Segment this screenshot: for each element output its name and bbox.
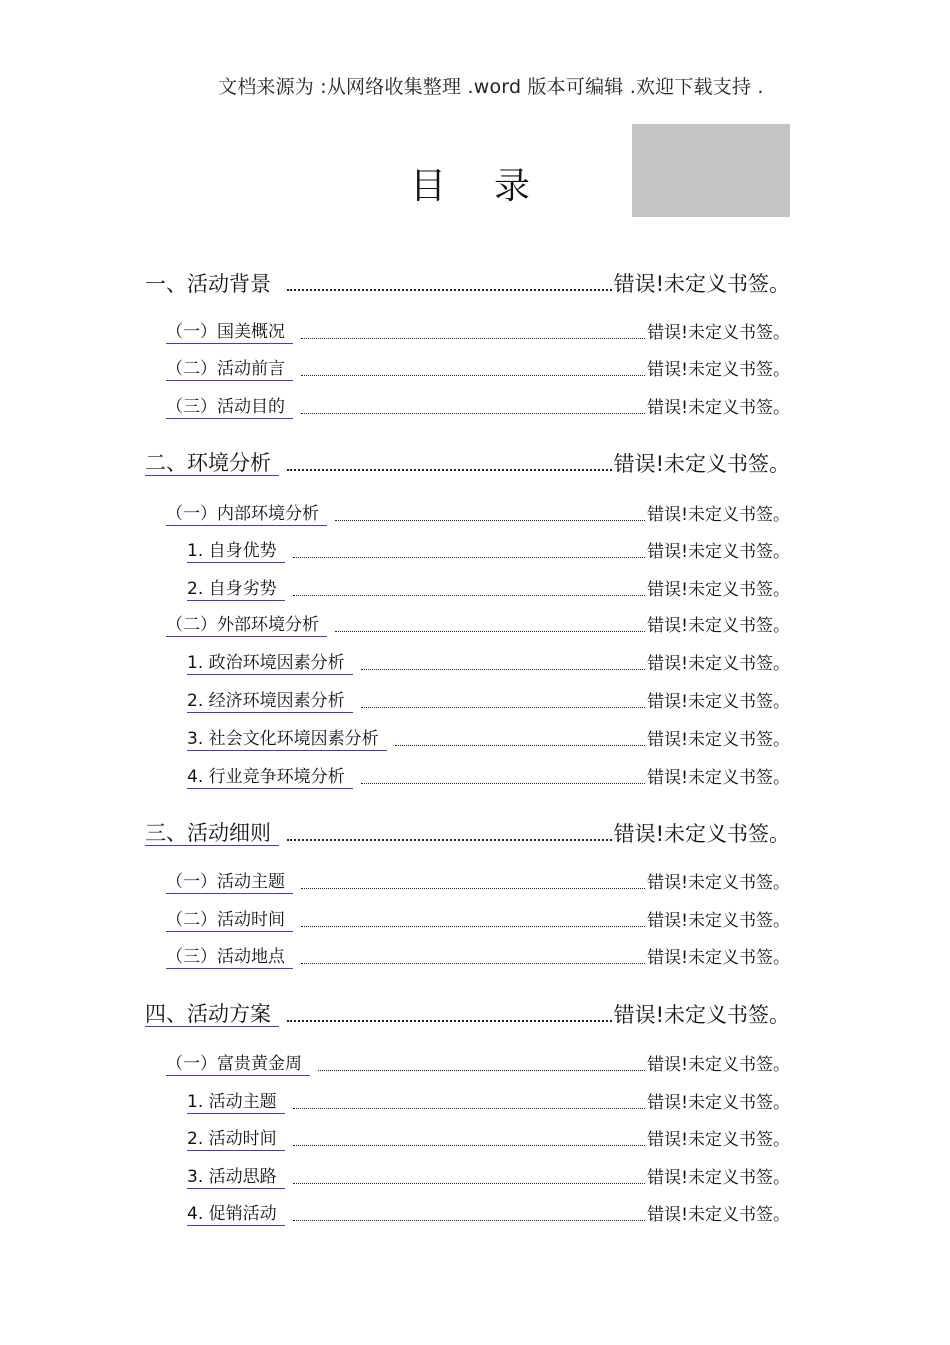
toc-dot-leader: [335, 631, 645, 632]
toc-dot-leader: [293, 557, 646, 558]
toc-entry[interactable]: [145, 268, 790, 296]
toc-entry-page-ref: 错误!未定义书签。: [647, 1205, 790, 1226]
toc-entry-label[interactable]: 4. 行业竞争环境分析: [187, 768, 353, 789]
toc-entry[interactable]: [166, 357, 790, 381]
toc-entry-label[interactable]: 2. 经济环境因素分析: [187, 692, 353, 713]
toc-dot-leader: [293, 1108, 646, 1109]
toc-dot-leader: [287, 1020, 612, 1022]
toc-entry[interactable]: [145, 448, 790, 476]
toc-entry-page-ref: 错误!未定义书签。: [647, 323, 790, 344]
toc-entry-page-ref: 错误!未定义书签。: [647, 360, 790, 381]
toc-dot-leader: [301, 926, 645, 927]
toc-dot-leader: [301, 375, 645, 376]
toc-dot-leader: [301, 888, 645, 889]
toc-entry[interactable]: [166, 613, 790, 637]
toc-dot-leader: [287, 289, 612, 291]
toc-entry-page-ref: 错误!未定义书签。: [647, 616, 790, 637]
toc-entry-label[interactable]: 四、活动方案: [145, 1002, 279, 1027]
header-note: 文档来源为 :从网络收集整理 .word 版本可编辑 .欢迎下载支持 .: [218, 76, 764, 98]
toc-dot-leader: [361, 669, 646, 670]
toc-entry-page-ref: 错误!未定义书签。: [647, 730, 790, 751]
toc-entry[interactable]: [187, 577, 790, 601]
toc-entry-page-ref: 错误!未定义书签。: [647, 1093, 790, 1114]
toc-entry-page-ref: 错误!未定义书签。: [613, 271, 790, 296]
toc-entry-page-ref: 错误!未定义书签。: [613, 451, 790, 476]
toc-entry[interactable]: [187, 539, 790, 563]
toc-dot-leader: [293, 1183, 646, 1184]
toc-entry-page-ref: 错误!未定义书签。: [647, 505, 790, 526]
toc-entry[interactable]: [166, 502, 790, 526]
toc-entry-page-ref: 错误!未定义书签。: [647, 1130, 790, 1151]
toc-dot-leader: [287, 469, 612, 471]
toc-entry-label[interactable]: （三）活动地点: [166, 948, 293, 969]
toc-dot-leader: [293, 595, 646, 596]
toc-entry[interactable]: [145, 818, 790, 846]
toc-entry-label[interactable]: （一）富贵黄金周: [166, 1055, 310, 1076]
toc-entry[interactable]: [187, 1202, 790, 1226]
toc-dot-leader: [335, 520, 645, 521]
toc-entry-label[interactable]: 4. 促销活动: [187, 1205, 285, 1226]
toc-entry-label[interactable]: 一、活动背景: [145, 271, 271, 296]
toc-dot-leader: [301, 963, 645, 964]
toc-entry-page-ref: 错误!未定义书签。: [647, 542, 790, 563]
toc-dot-leader: [287, 839, 612, 841]
toc-entry-page-ref: 错误!未定义书签。: [647, 911, 790, 932]
toc-entry[interactable]: [187, 1127, 790, 1151]
toc-entry-label[interactable]: 2. 活动时间: [187, 1130, 285, 1151]
toc-dot-leader: [301, 338, 645, 339]
toc-entry[interactable]: [166, 945, 790, 969]
toc-dot-leader: [301, 413, 645, 414]
toc-entry[interactable]: [145, 999, 790, 1027]
toc-entry[interactable]: [166, 908, 790, 932]
toc-dot-leader: [361, 783, 646, 784]
toc-entry-page-ref: 错误!未定义书签。: [647, 654, 790, 675]
toc-entry[interactable]: [166, 320, 790, 344]
toc-entry-label[interactable]: （一）国美概况: [166, 323, 293, 344]
toc-entry-label[interactable]: 三、活动细则: [145, 821, 279, 846]
toc-entry[interactable]: [187, 765, 790, 789]
toc-dot-leader: [318, 1070, 645, 1071]
toc-entry[interactable]: [187, 1165, 790, 1189]
toc-entry-label[interactable]: 3. 活动思路: [187, 1168, 285, 1189]
toc-entry[interactable]: [166, 1052, 790, 1076]
toc-entry-label[interactable]: 3. 社会文化环境因素分析: [187, 730, 387, 751]
toc-entry-page-ref: 错误!未定义书签。: [647, 1055, 790, 1076]
toc-entry-label[interactable]: （二）活动前言: [166, 360, 293, 381]
toc-entry[interactable]: [187, 1090, 790, 1114]
toc-entry[interactable]: [187, 689, 790, 713]
toc-entry-page-ref: 错误!未定义书签。: [647, 1168, 790, 1189]
toc-title: 目录: [410, 166, 579, 207]
toc-entry-label[interactable]: 2. 自身劣势: [187, 580, 285, 601]
toc-entry-label[interactable]: 1. 活动主题: [187, 1093, 285, 1114]
toc-entry-label[interactable]: 1. 自身优势: [187, 542, 285, 563]
toc-entry-label[interactable]: （一）活动主题: [166, 873, 293, 894]
toc-entry-page-ref: 错误!未定义书签。: [647, 873, 790, 894]
image-placeholder: [632, 124, 790, 217]
toc-entry-page-ref: 错误!未定义书签。: [647, 768, 790, 789]
toc-entry[interactable]: [187, 727, 790, 751]
toc-entry-page-ref: 错误!未定义书签。: [647, 398, 790, 419]
toc-dot-leader: [395, 745, 646, 746]
toc-entry-label[interactable]: （二）外部环境分析: [166, 616, 327, 637]
toc-dot-leader: [361, 707, 646, 708]
toc-entry[interactable]: [166, 870, 790, 894]
toc-entry[interactable]: [166, 395, 790, 419]
toc-entry-page-ref: 错误!未定义书签。: [647, 948, 790, 969]
toc-entry-label[interactable]: 1. 政治环境因素分析: [187, 654, 353, 675]
toc-entry-label[interactable]: （三）活动目的: [166, 398, 293, 419]
toc-entry-page-ref: 错误!未定义书签。: [613, 1002, 790, 1027]
toc-dot-leader: [293, 1145, 646, 1146]
toc-dot-leader: [293, 1220, 646, 1221]
toc-entry-page-ref: 错误!未定义书签。: [613, 821, 790, 846]
toc-entry-label[interactable]: 二、环境分析: [145, 451, 279, 476]
toc-entry-page-ref: 错误!未定义书签。: [647, 580, 790, 601]
toc-entry[interactable]: [187, 651, 790, 675]
toc-entry-label[interactable]: （二）活动时间: [166, 911, 293, 932]
toc-entry-label[interactable]: （一）内部环境分析: [166, 505, 327, 526]
toc-entry-page-ref: 错误!未定义书签。: [647, 692, 790, 713]
